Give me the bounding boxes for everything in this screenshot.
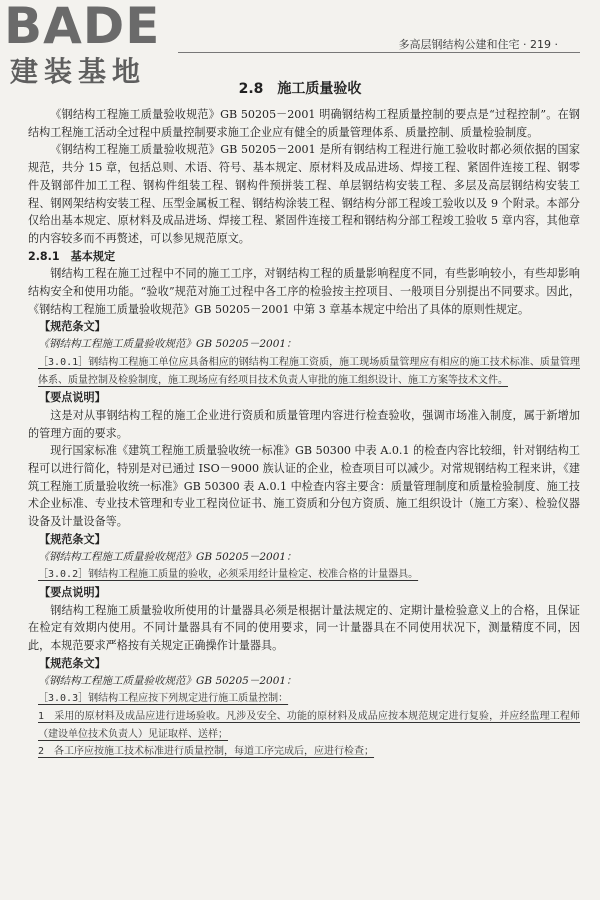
subsection-title: 2.8.1 基本规定 bbox=[28, 249, 116, 263]
running-header: 多高层钢结构公建和住宅 · 219 · bbox=[398, 38, 558, 51]
standard-ref-1: 《钢结构工程施工质量验收规范》GB 50205－2001： bbox=[38, 338, 297, 351]
intro-paragraph-1: 《钢结构工程施工质量验收规范》GB 50205－2001 明确钢结构工程质量控制的要点是“过程控制”。在钢结构工程施工活动全过程中质量控制要求施工企业应有健全的质量管理体系、质量控制、质量检验制度。 bbox=[28, 108, 580, 139]
note-tag-1: 【要点说明】 bbox=[39, 391, 106, 405]
note-paragraph-1: 这是对从事钢结构工程的施工企业进行资质和质量管理内容进行检查验收，强调市场准入制度，属于新增加的管理方面的要求。 bbox=[28, 408, 580, 440]
section-title: 2.8 施工质量验收 bbox=[238, 81, 362, 97]
clause-tag-1: 【规范条文】 bbox=[39, 320, 106, 334]
note-paragraph-3: 钢结构工程施工质量验收所使用的计量器具必须是根据计量法规定的、定期计量检验意义上的合格，且保证在检定有效期内使用。不同计量器具有不同的使用要求，同一计量器具在不同使用状况下，测量精度不同，因此，本规范要求严格按有关规定正确操作计量器具。 bbox=[28, 603, 580, 653]
clause-item-2: 2 各工序应按施工技术标准进行质量控制，每道工序完成后，应进行检查； bbox=[38, 746, 375, 758]
standard-ref-3: 《钢结构工程施工质量验收规范》GB 50205－2001： bbox=[38, 674, 297, 687]
clause-3-0-2: ［3.0.2］钢结构工程施工质量的验收，必须采用经计量检定、校准合格的计量器具。 bbox=[38, 569, 419, 581]
clause-item-1: 1 采用的原材料及成品应进行进场验收。凡涉及安全、功能的原材料及成品应按本规范规定进行复验，并应经监理工程师（建设单位技术负责人）见证取样、送样； bbox=[38, 710, 580, 740]
header-rule bbox=[178, 52, 580, 53]
note-tag-2: 【要点说明】 bbox=[39, 585, 106, 599]
subsection-intro: 钢结构工程在施工过程中不同的施工工序，对钢结构工程的质量影响程度不同，有些影响较小，有些却影响结构安全和使用功能。“验收”规范对施工过程中各工序的检验按主控项目、一般项目分别提出不同要求。因此，《钢结构工程施工质量验收规范》GB 50205－2001 中第 3 章基本规定中给出了具体的原则性规定。 bbox=[28, 267, 580, 316]
clause-tag-3: 【规范条文】 bbox=[39, 656, 106, 670]
logo-subtitle: 建装基地 bbox=[10, 55, 147, 88]
clause-tag-2: 【规范条文】 bbox=[39, 532, 106, 546]
page-body bbox=[28, 106, 580, 761]
clause-3-0-3: ［3.0.3］钢结构工程应按下列规定进行施工质量控制： bbox=[38, 693, 289, 705]
standard-ref-2: 《钢结构工程施工质量验收规范》GB 50205－2001： bbox=[38, 550, 297, 563]
logo-letters: BADE bbox=[4, 0, 161, 55]
note-paragraph-2: 现行国家标准《建筑工程施工质量验收统一标准》GB 50300 中表 A.0.1 的检查内容比较细，针对钢结构工程可以进行简化，特别是对已通过 ISO－9000 族认证的企业，检查项目可以减少。对常规钢结构工程来讲，《建筑工程施工质量验收统一标准》GB 50300 表 A.0.1 中检查内容主要含：质量管理制度和质量检验制度、施工技术企业标准、专业技术管理和专业工程岗位证书、施工资质和分包方资质、施工组织设计（施工方案）、检验仪器设备及计量设备等。 bbox=[28, 444, 580, 529]
intro-paragraph-2: 《钢结构工程施工质量验收规范》GB 50205－2001 是所有钢结构工程进行施工验收时都必须依据的国家规范，共分 15 章，包括总则、术语、符号、基本规定、原材料及成品进场、焊接工程、紧固件连接工程、钢零件及钢部件加工工程、钢构件组装工程、钢构件预拼装工程、单层钢结构安装工程、多层及高层钢结构安装工程、钢网架结构安装工程、压型金属板工程、钢结构涂装工程、钢结构分部工程竣工验收以及 9 个附录。本部分仅给出基本规定、原材料及成品进场、焊接工程、紧固件连接工程和钢结构分部工程竣工验收 5 章内容，其他章的内容较多而不再赘述，可以参见规范原文。 bbox=[28, 143, 580, 245]
clause-3-0-1: ［3.0.1］钢结构工程施工单位应具备相应的钢结构工程施工资质，施工现场质量管理应有相应的施工技术标准、质量管理体系、质量控制及检验制度，施工现场应有经项目技术负责人审批的施工组织设计、施工方案等技术文件。 bbox=[38, 356, 580, 386]
